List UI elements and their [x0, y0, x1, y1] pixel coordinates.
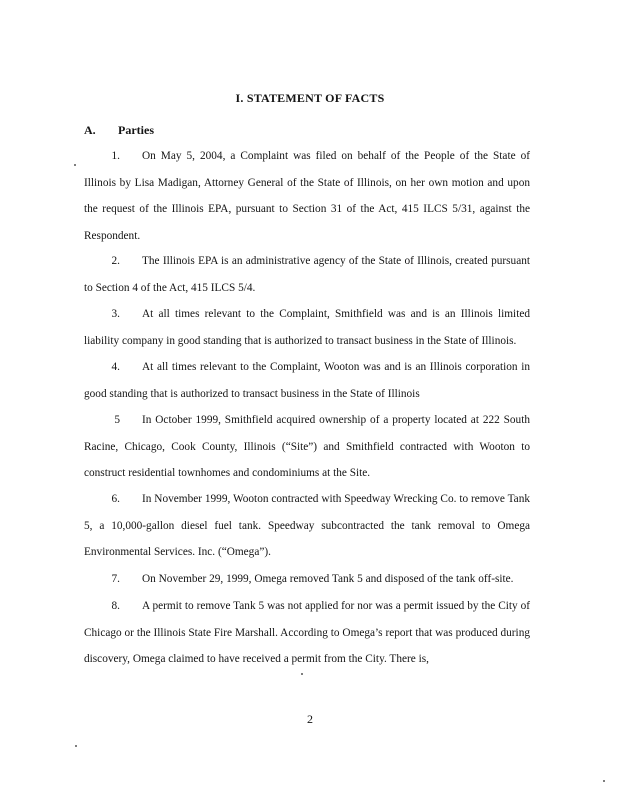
page-number: 2	[307, 712, 313, 726]
statement-of-facts-heading: I. STATEMENT OF FACTS	[235, 91, 385, 105]
paragraph-number: 4.	[111, 361, 120, 373]
scan-speck	[603, 780, 605, 782]
paragraph-1	[84, 143, 530, 249]
section-letter: A.	[84, 123, 96, 137]
paragraph-3	[84, 301, 530, 354]
paragraph-text: At all times relevant to the Complaint, Wooton was and is an Illinois corporation in good standing that is authorized to transact business in the State of Illinois	[84, 361, 530, 400]
paragraph-text: In November 1999, Wooton contracted with Speedway Wrecking Co. to remove Tank 5, a 10,000-gallon diesel fuel tank. Speedway subcontracted the tank removal to Omega Environmental Services. Inc. (“Omega”).	[84, 493, 530, 558]
section-heading	[84, 123, 154, 138]
paragraph-4	[84, 354, 530, 407]
paragraph-number: 8.	[111, 600, 120, 612]
scan-speck	[74, 164, 76, 166]
paragraph-text: At all times relevant to the Complaint, Smithfield was and is an Illinois limited liability company in good standing that is authorized to transact business in the State of Illinois.	[84, 308, 530, 347]
paragraph-text: On November 29, 1999, Omega removed Tank 5 and disposed of the tank off-site.	[142, 573, 514, 585]
scan-speck	[75, 745, 77, 747]
paragraph-text: A permit to remove Tank 5 was not applied for nor was a permit issued by the City of Chicago or the Illinois State Fire Marshall. According to Omega’s report that was produced during discovery, Omega claimed to have received a permit from the City. There is,	[84, 600, 530, 665]
paragraph-number: 6.	[111, 493, 120, 505]
paragraph-number: 5	[114, 414, 120, 426]
paragraph-7	[84, 566, 530, 593]
paragraph-text: In October 1999, Smithfield acquired ownership of a property located at 222 South Racine, Chicago, Cook County, Illinois (“Site”) and Smithfield contracted with Wooton to construct residential townhomes and condominiums at the Site.	[84, 414, 530, 479]
paragraph-2	[84, 248, 530, 301]
scan-speck	[301, 673, 303, 675]
paragraph-number: 7.	[111, 573, 120, 585]
paragraph-text: The Illinois EPA is an administrative agency of the State of Illinois, created pursuant to Section 4 of the Act, 415 ILCS 5/4.	[84, 255, 530, 294]
paragraph-5	[84, 407, 530, 487]
paragraph-text: On May 5, 2004, a Complaint was filed on behalf of the People of the State of Illinois by Lisa Madigan, Attorney General of the State of Illinois, on her own motion and upon the request of the Illinois EPA, pursuant to Section 31 of the Act, 415 ILCS 5/31, against the Respondent.	[84, 150, 530, 242]
section-title: Parties	[118, 123, 154, 137]
paragraph-number: 2.	[111, 255, 120, 267]
paragraph-number: 3.	[111, 308, 120, 320]
paragraph-8	[84, 593, 530, 673]
paragraph-6	[84, 486, 530, 566]
paragraph-number: 1.	[111, 150, 120, 162]
